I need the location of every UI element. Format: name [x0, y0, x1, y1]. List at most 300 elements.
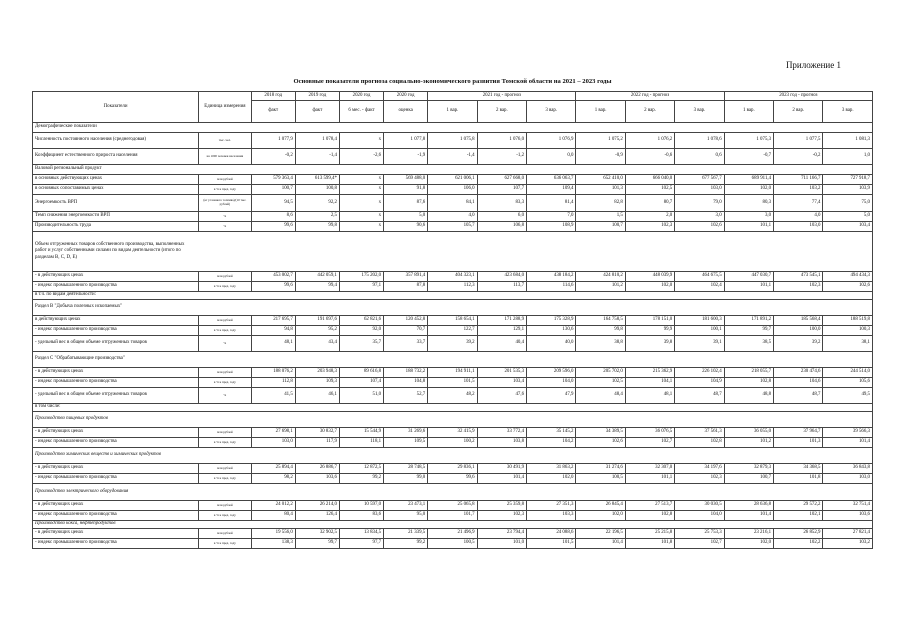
value-cell: 112,3: [428, 282, 477, 292]
value-cell: 39,2: [428, 336, 477, 352]
value-cell: 1,5: [576, 212, 625, 222]
unit-cell: в % к пред. году: [199, 282, 252, 292]
unit-cell: тыс. чел.: [199, 133, 252, 149]
unit-cell: млн рублей: [199, 464, 252, 474]
table-row: [33, 175, 873, 185]
subheader-cell: 2 вар.: [625, 101, 674, 123]
value-cell: 26 214,0: [295, 501, 339, 511]
value-cell: -1,2: [477, 149, 526, 165]
value-cell: 244 514,0: [823, 368, 873, 378]
value-cell: 99,8: [295, 222, 339, 232]
value-cell: 23 473,1: [384, 501, 428, 511]
subheader-cell: 1 вар.: [724, 101, 773, 123]
subheader-cell: факт: [295, 101, 339, 123]
unit-cell: млн рублей: [199, 175, 252, 185]
unit-cell: в % к пред. году: [199, 539, 252, 549]
value-cell: 102,3: [477, 511, 526, 521]
unit-cell: %: [199, 222, 252, 232]
table-row: [33, 464, 873, 474]
value-cell: 106,0: [428, 185, 477, 195]
value-cell: 103,3: [527, 511, 576, 521]
value-cell: 178 151,0: [625, 316, 674, 326]
value-cell: 404 323,1: [428, 272, 477, 282]
value-cell: 100,7: [724, 474, 773, 484]
value-cell: 40,0: [527, 336, 576, 352]
table-row: [33, 195, 873, 212]
indicator-label: - в действующих ценах: [33, 464, 199, 474]
value-cell: 118,1: [339, 438, 383, 448]
value-cell: 25 215,8: [625, 529, 674, 539]
value-cell: 1 078,6: [675, 133, 724, 149]
value-cell: 102,8: [675, 438, 724, 448]
value-cell: 102,1: [774, 511, 823, 521]
indicator-label: - индекс промышленного производства: [33, 378, 199, 388]
value-cell: 101,1: [625, 474, 674, 484]
group-heading: [33, 232, 873, 272]
value-cell: 1 075,3: [724, 133, 773, 149]
indicator-label: - в действующих ценах: [33, 428, 199, 438]
value-cell: x: [339, 222, 383, 232]
value-cell: 102,6: [823, 282, 873, 292]
table-row: [33, 388, 873, 404]
value-cell: 35 145,2: [527, 428, 576, 438]
value-cell: 205 702,0: [576, 368, 625, 378]
value-cell: 40,4: [477, 336, 526, 352]
value-cell: 103,6: [823, 511, 873, 521]
value-cell: 101,7: [428, 511, 477, 521]
value-cell: 30 491,9: [477, 464, 526, 474]
value-cell: 99,2: [384, 539, 428, 549]
value-cell: 4,0: [774, 212, 823, 222]
value-cell: 112,8: [251, 378, 295, 388]
value-cell: 1 075,2: [576, 133, 625, 149]
value-cell: 101,3: [576, 185, 625, 195]
value-cell: 47,6: [477, 388, 526, 404]
value-cell: 438 184,2: [527, 272, 576, 282]
value-cell: 48,2: [428, 388, 477, 404]
value-cell: 75,0: [823, 195, 873, 212]
value-cell: 0,6: [675, 149, 724, 165]
value-cell: 171 288,9: [477, 316, 526, 326]
value-cell: 5,0: [823, 212, 873, 222]
value-cell: 27 821,4: [823, 529, 873, 539]
value-cell: 175 202,0: [339, 272, 383, 282]
value-cell: 36 076,5: [625, 428, 674, 438]
indicator-label: - индекс промышленного производства: [33, 474, 199, 484]
value-cell: 1,0: [823, 149, 873, 165]
indicator-label: Энергоемкость ВРП: [33, 195, 199, 212]
unit-cell: млн рублей: [199, 316, 252, 326]
value-cell: x: [339, 133, 383, 149]
value-cell: 107,7: [477, 185, 526, 195]
value-cell: 1 077,9: [251, 133, 295, 149]
value-cell: 97,1: [339, 282, 383, 292]
value-cell: 47,9: [527, 388, 576, 404]
value-cell: 453 002,7: [251, 272, 295, 282]
value-cell: 38,5: [724, 336, 773, 352]
value-cell: 104,9: [675, 378, 724, 388]
value-cell: 26 886,7: [295, 464, 339, 474]
value-cell: 103,2: [774, 185, 823, 195]
value-cell: 101,5: [527, 539, 576, 549]
value-cell: -0,2: [774, 149, 823, 165]
value-cell: 113,7: [477, 282, 526, 292]
value-cell: 102,6: [675, 222, 724, 232]
value-cell: 102,3: [774, 282, 823, 292]
section-heading: Производство электрического оборудования: [33, 484, 873, 501]
value-cell: 4,0: [428, 212, 477, 222]
header-indicator: Показатели: [33, 92, 199, 123]
value-cell: 97,7: [339, 539, 383, 549]
table-row: [33, 428, 873, 438]
value-cell: 217 695,7: [251, 316, 295, 326]
table-row: [33, 368, 873, 378]
value-cell: 677 567,7: [675, 175, 724, 185]
value-cell: x: [339, 175, 383, 185]
value-cell: 83,6: [339, 511, 383, 521]
value-cell: 101,2: [724, 438, 773, 448]
value-cell: 114,6: [527, 282, 576, 292]
value-cell: 104,0: [675, 511, 724, 521]
value-cell: 24 088,6: [527, 529, 576, 539]
section-heading: Раздел B "Добыча полезных ископаемых": [33, 300, 873, 316]
table-row: [33, 165, 873, 175]
subheader-cell: 3 вар.: [527, 101, 576, 123]
value-cell: 102,0: [724, 185, 773, 195]
value-cell: 37 561,3: [675, 428, 724, 438]
value-cell: -0,9: [576, 149, 625, 165]
value-cell: 105,7: [428, 222, 477, 232]
value-cell: 689 911,4: [724, 175, 773, 185]
value-cell: 34 197,6: [675, 464, 724, 474]
value-cell: 105,6: [823, 378, 873, 388]
value-cell: 101,5: [428, 378, 477, 388]
value-cell: 102,3: [625, 222, 674, 232]
value-cell: 32 415,9: [428, 428, 477, 438]
value-cell: 666 040,0: [625, 175, 674, 185]
table-row: [33, 511, 873, 521]
value-cell: 102,6: [576, 438, 625, 448]
value-cell: 109,4: [527, 185, 576, 195]
value-cell: 103,4: [823, 222, 873, 232]
value-cell: 2,5: [295, 212, 339, 222]
value-cell: 87,6: [384, 195, 428, 212]
value-cell: 99,6: [251, 222, 295, 232]
value-cell: 102,0: [527, 474, 576, 484]
value-cell: 122,7: [428, 326, 477, 336]
indicator-label: - в действующих ценах: [33, 272, 199, 282]
value-cell: 101,0: [477, 539, 526, 549]
table-row: [33, 438, 873, 448]
value-cell: 48,7: [774, 388, 823, 404]
value-cell: 12 872,5: [339, 464, 383, 474]
value-cell: 25 359,8: [477, 501, 526, 511]
unit-cell: млн рублей: [199, 368, 252, 378]
value-cell: 218 055,7: [724, 368, 773, 378]
value-cell: 99,4: [295, 282, 339, 292]
value-cell: 48,7: [675, 388, 724, 404]
value-cell: 30 832,7: [295, 428, 339, 438]
value-cell: 226 102,4: [675, 368, 724, 378]
value-cell: 102,5: [576, 378, 625, 388]
value-cell: 103,0: [675, 185, 724, 195]
value-cell: 51,0: [339, 388, 383, 404]
value-cell: 36 055,0: [724, 428, 773, 438]
value-cell: 31 863,2: [527, 464, 576, 474]
section-heading: в том числе:: [33, 404, 873, 412]
table-row: [33, 448, 873, 464]
table-row: [33, 212, 873, 222]
section-heading: Производство химических веществ и химических продуктов: [33, 448, 873, 464]
value-cell: 32 879,3: [724, 464, 773, 474]
value-cell: -0,7: [724, 149, 773, 165]
value-cell: 103,8: [477, 438, 526, 448]
value-cell: 100,2: [428, 438, 477, 448]
value-cell: 104,2: [527, 438, 576, 448]
value-cell: 104,6: [774, 378, 823, 388]
value-cell: 32 751,4: [823, 501, 873, 511]
value-cell: 102,8: [625, 511, 674, 521]
value-cell: 191 697,6: [295, 316, 339, 326]
value-cell: 48,1: [625, 388, 674, 404]
indicator-label: - индекс промышленного производства: [33, 539, 199, 549]
value-cell: 171 891,2: [724, 316, 773, 326]
value-cell: 101,1: [724, 222, 773, 232]
value-cell: 83,3: [477, 195, 526, 212]
section-heading: Раздел C "Обрабатывающие производства": [33, 352, 873, 368]
value-cell: 181 600,3: [675, 316, 724, 326]
unit-cell: млн рублей: [199, 272, 252, 282]
value-cell: 33 772,4: [477, 428, 526, 438]
value-cell: 424 810,2: [576, 272, 625, 282]
value-cell: 25 065,8: [428, 501, 477, 511]
table-row: [33, 300, 873, 316]
value-cell: 31 269,6: [384, 428, 428, 438]
value-cell: 94,8: [251, 326, 295, 336]
value-cell: -0,6: [625, 149, 674, 165]
value-cell: 711 166,7: [774, 175, 823, 185]
value-cell: x: [339, 212, 383, 222]
header-2023: 2023 год - прогноз: [724, 92, 872, 101]
value-cell: 92,2: [295, 195, 339, 212]
value-cell: 79,0: [675, 195, 724, 212]
value-cell: 101,4: [477, 474, 526, 484]
value-cell: 52,7: [384, 388, 428, 404]
value-cell: 164 758,5: [576, 316, 625, 326]
section-heading: Валовой региональный продукт: [33, 165, 873, 175]
value-cell: 13 834,5: [339, 529, 383, 539]
indicator-label: в основных действующих ценах: [33, 175, 199, 185]
value-cell: 447 030,7: [724, 272, 773, 282]
value-cell: 95,0: [384, 511, 428, 521]
subheader-cell: факт: [251, 101, 295, 123]
indicator-label: - в действующих ценах: [33, 501, 199, 511]
value-cell: 101,3: [774, 438, 823, 448]
subheader-cell: 1 вар.: [428, 101, 477, 123]
indicator-label: - удельный вес в общем объеме отгруженных товаров: [33, 336, 199, 352]
unit-cell: в % к пред. году: [199, 511, 252, 521]
value-cell: 98,2: [251, 474, 295, 484]
value-cell: -2,6: [339, 149, 383, 165]
value-cell: 28 636,8: [724, 501, 773, 511]
value-cell: 101,2: [576, 282, 625, 292]
subheader-cell: 1 вар.: [576, 101, 625, 123]
value-cell: 48,8: [724, 388, 773, 404]
value-cell: 10 597,0: [339, 501, 383, 511]
value-cell: 35,7: [339, 336, 383, 352]
value-cell: 32 902,5: [295, 529, 339, 539]
value-cell: 636 063,7: [527, 175, 576, 185]
value-cell: 104,1: [625, 378, 674, 388]
value-cell: 215 362,9: [625, 368, 674, 378]
subheader-cell: 3 вар.: [823, 101, 873, 123]
value-cell: 101,4: [724, 511, 773, 521]
unit-cell: (кг условного топлива)/(10 тыс. рублей): [199, 195, 252, 212]
section-heading: в т.ч. по видам деятельности:: [33, 292, 873, 300]
value-cell: 102,3: [675, 474, 724, 484]
value-cell: 3,0: [724, 212, 773, 222]
subheader-cell: 2 вар.: [477, 101, 526, 123]
table-row: [33, 133, 873, 149]
group-heading-text: Объем отгруженных товаров собственного производства, выполненных работ и услуг собственными силами по видам деятельности (итого по разделам B, C, D, E): [35, 242, 185, 260]
value-cell: 109,3: [295, 378, 339, 388]
value-cell: 102,8: [724, 378, 773, 388]
value-cell: 100,5: [428, 539, 477, 549]
table-row: [33, 501, 873, 511]
indicator-label: Коэффициент естественного прироста населения: [33, 149, 199, 165]
value-cell: 36 843,8: [823, 464, 873, 474]
value-cell: 90,6: [384, 222, 428, 232]
value-cell: 39 566,3: [823, 428, 873, 438]
value-cell: 494 434,3: [823, 272, 873, 282]
value-cell: 103,6: [295, 474, 339, 484]
value-cell: 1 077,8: [384, 133, 428, 149]
value-cell: 91,8: [384, 185, 428, 195]
value-cell: 100,3: [823, 326, 873, 336]
value-cell: 21 339,5: [384, 529, 428, 539]
value-cell: 77,4: [774, 195, 823, 212]
value-cell: 126,4: [295, 511, 339, 521]
subheader-cell: 3 вар.: [675, 101, 724, 123]
value-cell: 19 556,0: [251, 529, 295, 539]
value-cell: 104,0: [527, 378, 576, 388]
unit-cell: млн рублей: [199, 529, 252, 539]
value-cell: 94,5: [251, 195, 295, 212]
value-cell: 95,2: [295, 326, 339, 336]
indicator-label: - индекс промышленного производства: [33, 511, 199, 521]
value-cell: 99,0: [384, 474, 428, 484]
value-cell: 31 274,6: [576, 464, 625, 474]
value-cell: 8,6: [251, 212, 295, 222]
section-heading: Производство пищевых продуктов: [33, 412, 873, 428]
value-cell: 23 216,1: [724, 529, 773, 539]
document-title: Основные показатели прогноза социально-экономического развития Томской области на 2021 – 2023 годы: [293, 78, 612, 85]
value-cell: 27 351,3: [527, 501, 576, 511]
value-cell: 104,8: [384, 378, 428, 388]
value-cell: 7,0: [527, 212, 576, 222]
value-cell: 0,0: [527, 149, 576, 165]
table-row: [33, 282, 873, 292]
value-cell: 21 496,9: [428, 529, 477, 539]
unit-cell: в % к пред. году: [199, 185, 252, 195]
value-cell: 103,2: [823, 539, 873, 549]
value-cell: 103,4: [477, 378, 526, 388]
value-cell: 102,5: [625, 185, 674, 195]
value-cell: 80,7: [625, 195, 674, 212]
value-cell: 727 918,7: [823, 175, 873, 185]
indicator-label: Темп снижения энергоемкости ВРП: [33, 212, 199, 222]
value-cell: -1,4: [295, 149, 339, 165]
value-cell: 92,0: [339, 326, 383, 336]
value-cell: 101,4: [576, 539, 625, 549]
unit-cell: в % к пред. году: [199, 438, 252, 448]
value-cell: 188 076,2: [251, 368, 295, 378]
value-cell: 188 519,8: [823, 316, 873, 326]
value-cell: 34 368,5: [774, 464, 823, 474]
value-cell: 1 075,8: [428, 133, 477, 149]
indicator-label: - в действующих ценах: [33, 529, 199, 539]
table-row: [33, 292, 873, 300]
value-cell: 423 684,0: [477, 272, 526, 282]
value-cell: 23 794,4: [477, 529, 526, 539]
unit-cell: в % к пред. году: [199, 326, 252, 336]
value-cell: 102,4: [675, 282, 724, 292]
table-row: [33, 539, 873, 549]
indicator-label: в основных сопоставимых ценах: [33, 185, 199, 195]
value-cell: 27 513,7: [625, 501, 674, 511]
indicator-label: - индекс промышленного производства: [33, 282, 199, 292]
value-cell: x: [339, 195, 383, 212]
value-cell: 102,7: [625, 438, 674, 448]
value-cell: 101,1: [724, 282, 773, 292]
table-row: [33, 521, 873, 529]
table-row: [33, 232, 873, 272]
value-cell: 5,0: [384, 212, 428, 222]
table-row: [33, 316, 873, 326]
header-2021: 2021 год - прогноз: [428, 92, 576, 101]
value-cell: 28 748,5: [384, 464, 428, 474]
indicator-label: - в действующих ценах: [33, 368, 199, 378]
value-cell: 25 753,3: [675, 529, 724, 539]
subheader-cell: 6 мес. - факт: [339, 101, 383, 123]
value-cell: 107,4: [339, 378, 383, 388]
value-cell: 1 076,2: [625, 133, 674, 149]
value-cell: 108,9: [527, 222, 576, 232]
value-cell: 652 410,0: [576, 175, 625, 185]
value-cell: 579 363,4: [251, 175, 295, 185]
value-cell: 473 545,1: [774, 272, 823, 282]
value-cell: 175 328,9: [527, 316, 576, 326]
value-cell: 82,8: [576, 195, 625, 212]
value-cell: 25 894,4: [251, 464, 295, 474]
value-cell: 158 654,1: [428, 316, 477, 326]
forecast-table: [32, 91, 873, 549]
value-cell: 100,0: [774, 326, 823, 336]
value-cell: 34 389,5: [576, 428, 625, 438]
header-2022: 2022 год - прогноз: [576, 92, 724, 101]
value-cell: 100,7: [576, 222, 625, 232]
value-cell: 2,0: [625, 212, 674, 222]
header-unit: Единица измерения: [199, 92, 252, 123]
value-cell: 27 698,1: [251, 428, 295, 438]
value-cell: 101,4: [823, 438, 873, 448]
value-cell: 99,6: [251, 282, 295, 292]
section-heading: Производство кокса, нефтепродуктов: [33, 521, 873, 529]
table-row: [33, 272, 873, 282]
value-cell: 99,9: [625, 326, 674, 336]
value-cell: 103,9: [823, 185, 873, 195]
indicator-label: Численность постоянного населения (среднегодовая): [33, 133, 199, 149]
